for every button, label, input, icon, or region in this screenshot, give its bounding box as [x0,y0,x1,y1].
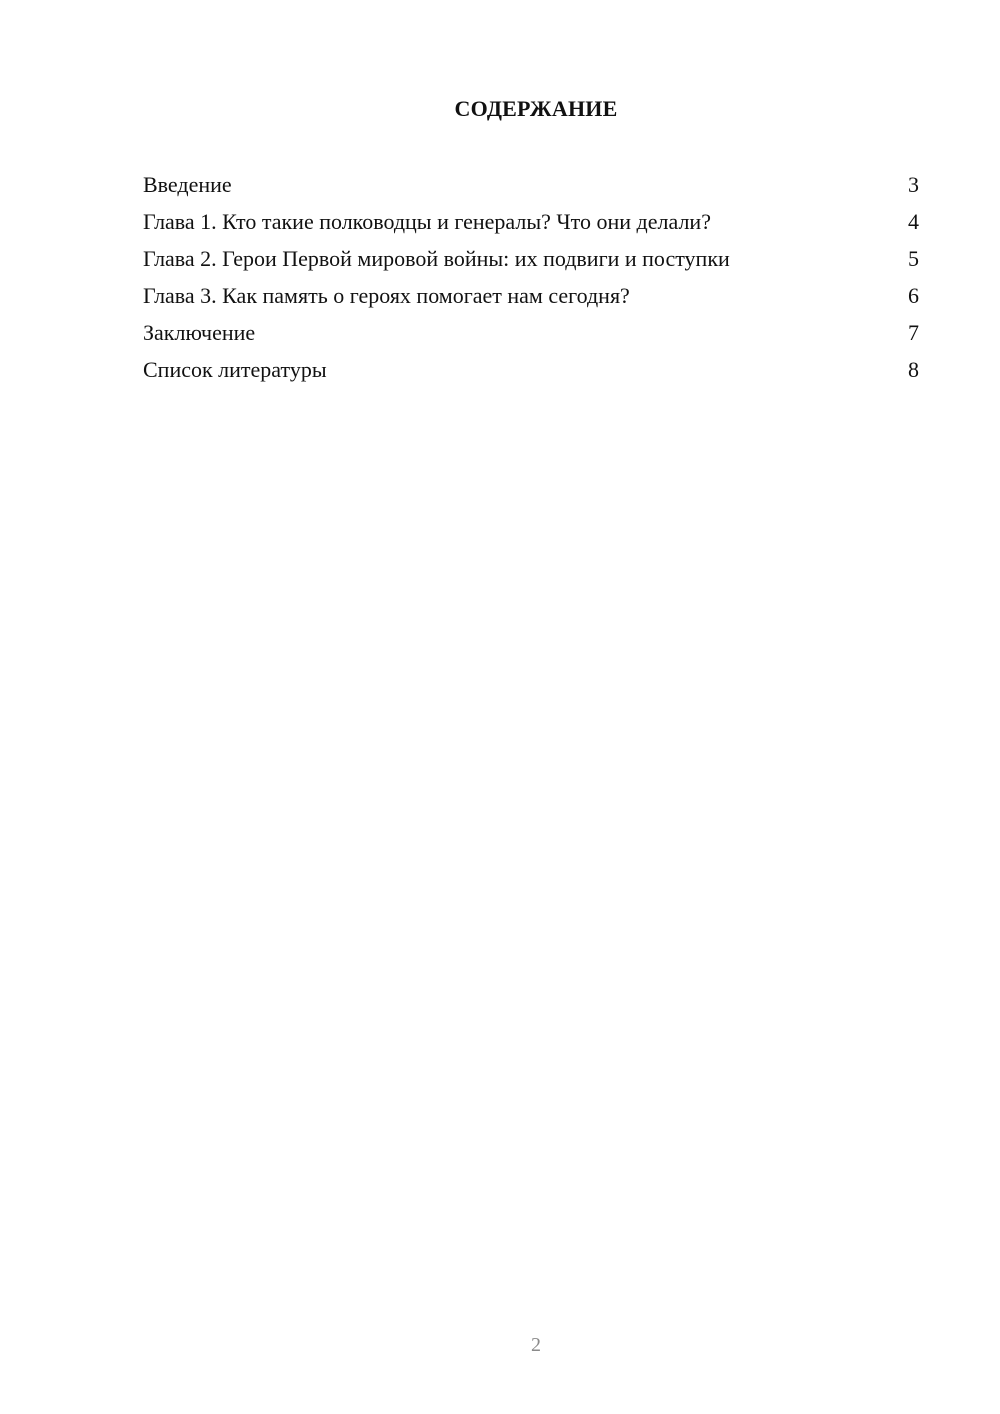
toc-entry-label: Список литературы [143,357,327,382]
toc-entry-page: 3 [908,172,919,197]
toc-entry-chapter-1[interactable] [143,207,919,244]
toc-entry-references[interactable] [143,355,919,392]
toc-entry-page: 8 [908,357,919,382]
toc-entry-label: Глава 1. Кто такие полководцы и генералы? Что они делали? [143,209,711,234]
toc-entry-chapter-3[interactable] [143,281,919,318]
toc-entry-page: 7 [908,320,919,345]
table-of-contents [143,170,919,392]
page-number: 2 [531,1334,541,1356]
toc-entry-label: Заключение [143,320,256,345]
toc-entry-label: Глава 2. Герои Первой мировой войны: их подвиги и поступки [143,246,730,271]
toc-entry-page: 4 [908,209,919,234]
toc-entry-introduction[interactable] [143,170,919,207]
toc-entry-label: Введение [143,172,232,197]
toc-entry-page: 6 [908,283,919,308]
toc-entry-conclusion[interactable] [143,318,919,355]
toc-entry-label: Глава 3. Как память о героях помогает нам сегодня? [143,283,630,308]
toc-entry-page: 5 [908,246,919,271]
toc-entry-chapter-2[interactable] [143,244,919,281]
toc-title: СОДЕРЖАНИЕ [454,96,618,121]
